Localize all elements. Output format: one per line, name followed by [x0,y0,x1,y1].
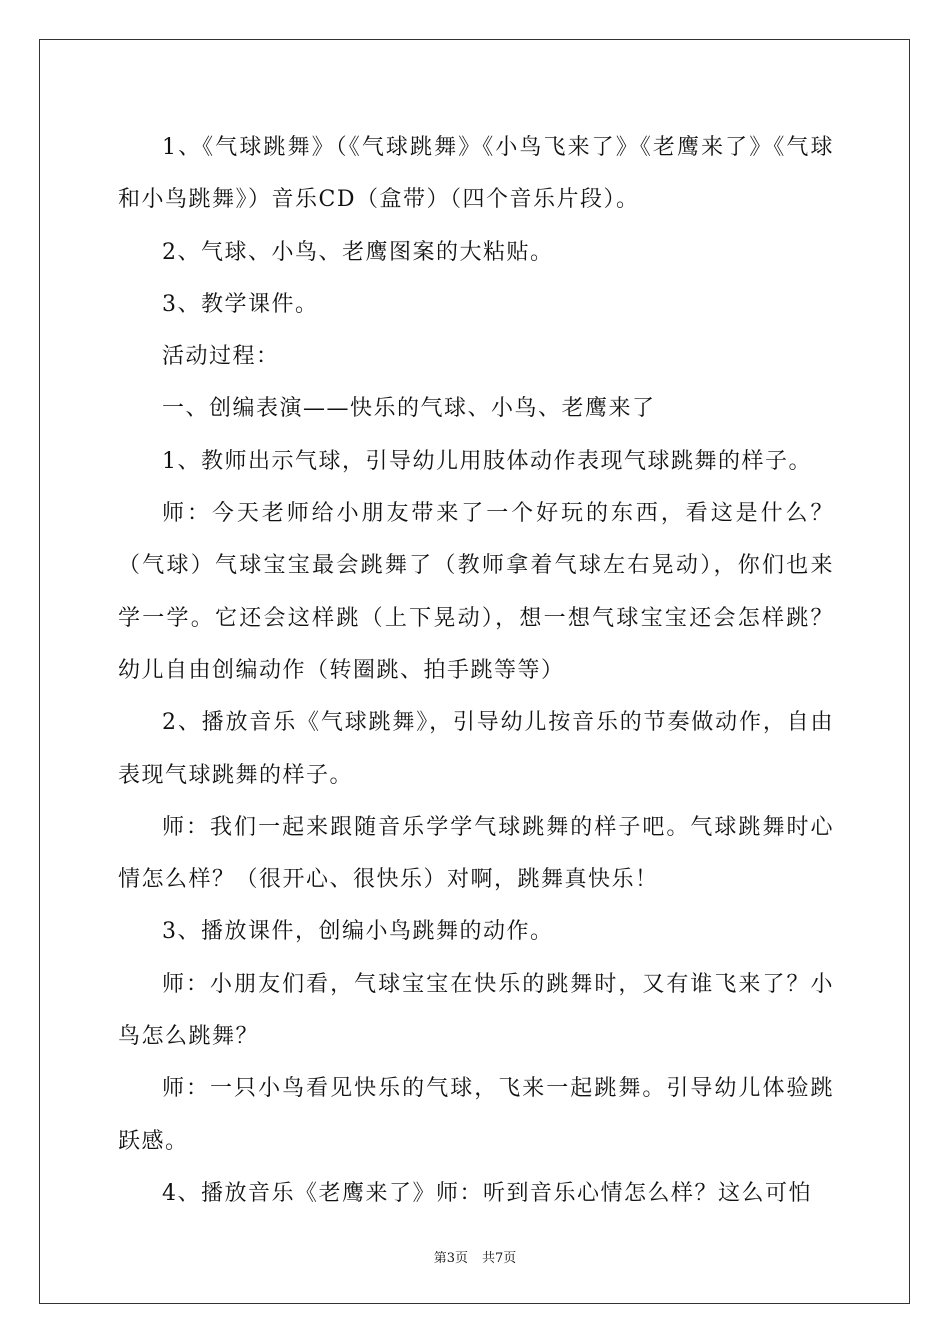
paragraph-step-1: 1、教师出示气球，引导幼儿用肢体动作表现气球跳舞的样子。 [162,448,812,474]
paragraph-materials-2: 2、气球、小鸟、老鹰图案的大粘贴。 [162,239,554,265]
paragraph-section-one: 一、创编表演——快乐的气球、小鸟、老鹰来了 [162,396,656,422]
paragraph-teacher-1: 师：今天老师给小朋友带来了一个好玩的东西，看这是什么？（气球）气球宝宝最会跳舞了（教师拿着气球左右晃动），你们也来学一学。它还会这样跳（上下晃动），想一想气球宝宝还会怎样跳？幼儿自由创编动作（转圈跳、拍手跳等等） [118,501,834,683]
paragraph-teacher-4: 师：一只小鸟看见快乐的气球，飞来一起跳舞。引导幼儿体验跳跃感。 [118,1076,834,1154]
paragraph-teacher-3: 师：小朋友们看，气球宝宝在快乐的跳舞时，又有谁飞来了？小鸟怎么跳舞？ [118,971,834,1050]
paragraph-teacher-2: 师：我们一起来跟随音乐学学气球跳舞的样子吧。气球跳舞时心情怎么样？（很开心、很快乐）对啊，跳舞真快乐！ [118,814,834,893]
document-body [118,122,834,1220]
page-number: 第3页 [433,1251,468,1266]
paragraph-step-3: 3、播放课件，创编小鸟跳舞的动作。 [162,919,554,945]
paragraph-step-4: 4、播放音乐《老鹰来了》师：听到音乐心情怎么样？这么可怕 [162,1180,812,1206]
page-footer [0,1247,950,1266]
page-total: 共7页 [482,1251,517,1266]
paragraph-process-heading: 活动过程： [162,344,280,370]
paragraph-materials-3: 3、教学课件。 [162,291,319,317]
paragraph-step-2: 2、播放音乐《气球跳舞》，引导幼儿按音乐的节奏做动作，自由表现气球跳舞的样子。 [118,710,834,788]
paragraph-materials-1: 1、《气球跳舞》（《气球跳舞》《小鸟飞来了》《老鹰来了》《气球和小鸟跳舞》）音乐CD（盒带）（四个音乐片段）。 [118,135,834,213]
